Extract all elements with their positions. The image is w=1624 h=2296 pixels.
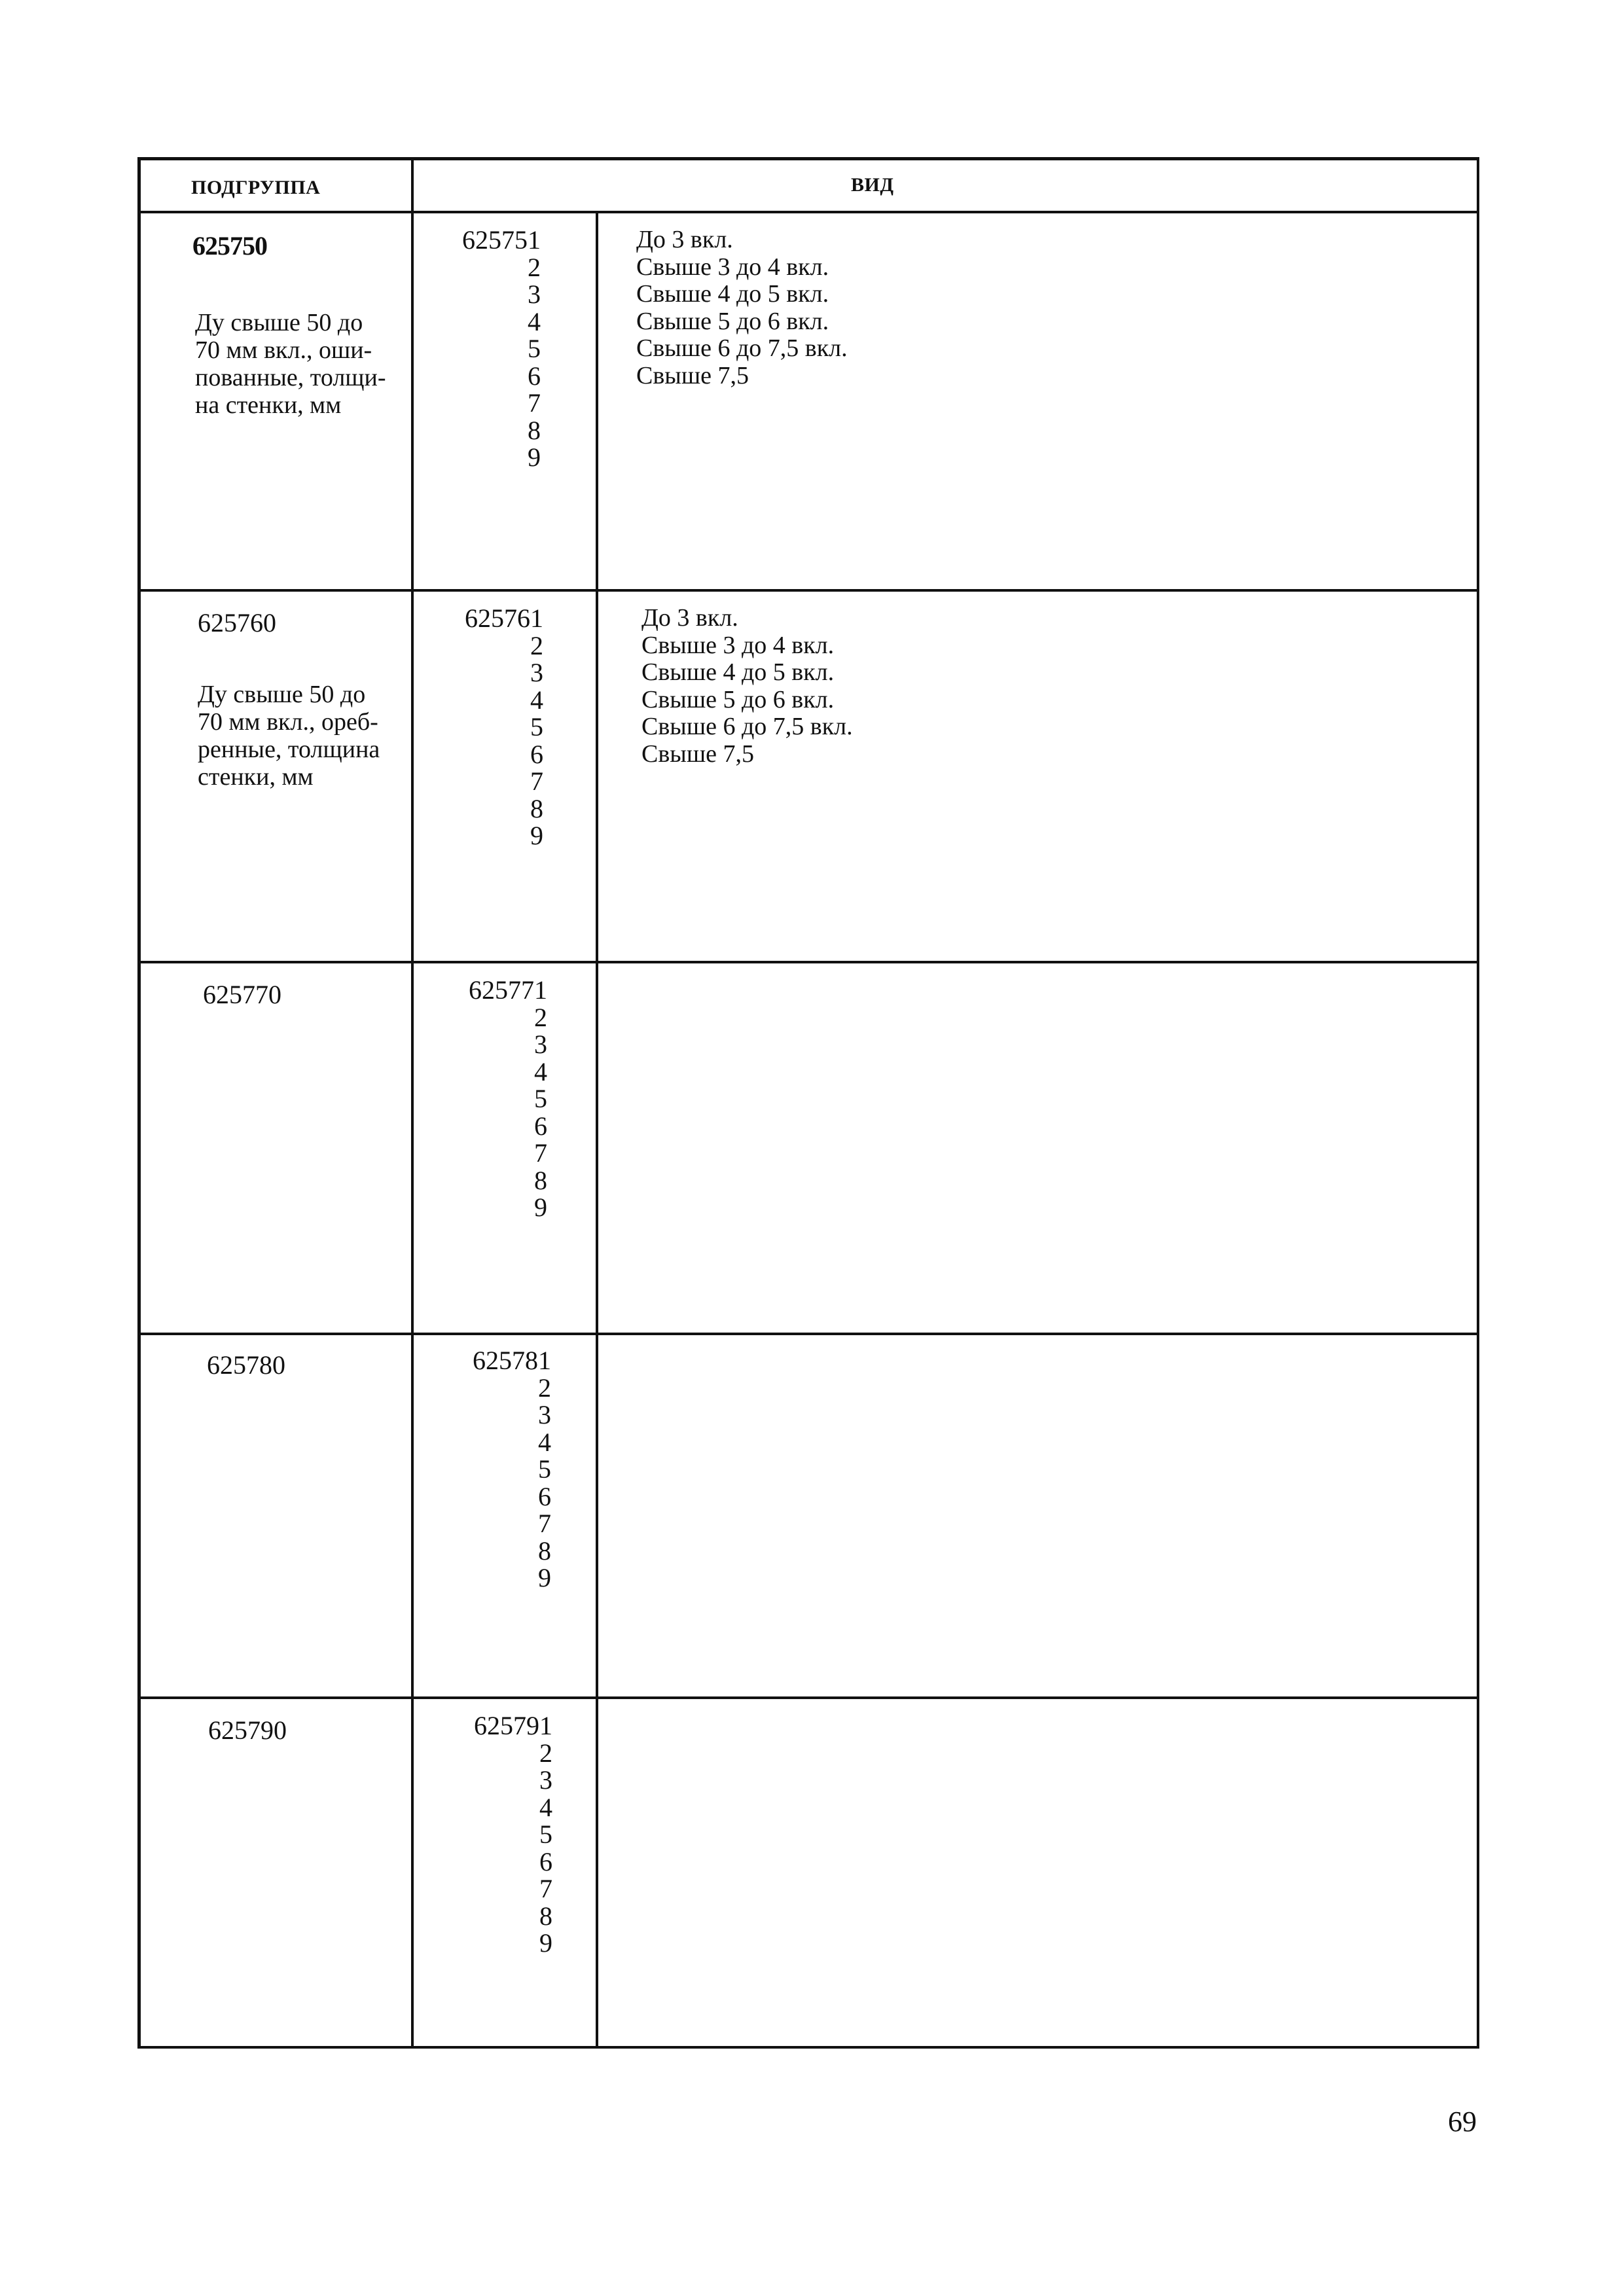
table-top-border xyxy=(137,157,1479,160)
kind-codes: 625751 2 3 4 5 6 7 8 9 xyxy=(462,225,541,472)
kind-codes: 625771 2 3 4 5 6 7 8 9 xyxy=(469,975,547,1222)
table-row xyxy=(137,1696,1479,2046)
subgroup-code: 625750 xyxy=(192,231,267,260)
classification-table xyxy=(137,157,1479,2049)
kind-descriptions: До 3 вкл. Свыше 3 до 4 вкл. Свыше 4 до 5 вкл. Свыше 5 до 6 вкл. Свыше 6 до 7,5 вкл. Свыше 7,5 xyxy=(636,226,848,389)
table-bottom-border xyxy=(137,2046,1479,2049)
table-row xyxy=(137,1333,1479,1696)
table-row xyxy=(137,211,1479,589)
subgroup-code: 625780 xyxy=(207,1350,285,1380)
page-number: 69 xyxy=(1448,2106,1477,2138)
subgroup-code: 625760 xyxy=(198,608,276,637)
kind-codes: 625781 2 3 4 5 6 7 8 9 xyxy=(473,1346,551,1592)
table-row xyxy=(137,589,1479,961)
table-row xyxy=(137,961,1479,1333)
subgroup-description: Ду свыше 50 до 70 мм вкл., оши- пованные, толщи- на стенки, мм xyxy=(195,309,386,419)
kind-header: ВИД xyxy=(851,174,894,196)
kind-descriptions: До 3 вкл. Свыше 3 до 4 вкл. Свыше 4 до 5 вкл. Свыше 5 до 6 вкл. Свыше 6 до 7,5 вкл. Свыше 7,5 xyxy=(641,604,853,768)
subgroup-code: 625790 xyxy=(208,1715,287,1745)
subgroup-header: ПОДГРУППА xyxy=(191,177,321,198)
subgroup-description: Ду свыше 50 до 70 мм вкл., ореб- ренные, толщина стенки, мм xyxy=(198,681,380,791)
subgroup-code: 625770 xyxy=(203,980,281,1009)
kind-codes: 625761 2 3 4 5 6 7 8 9 xyxy=(465,603,543,850)
kind-codes: 625791 2 3 4 5 6 7 8 9 xyxy=(474,1711,552,1958)
